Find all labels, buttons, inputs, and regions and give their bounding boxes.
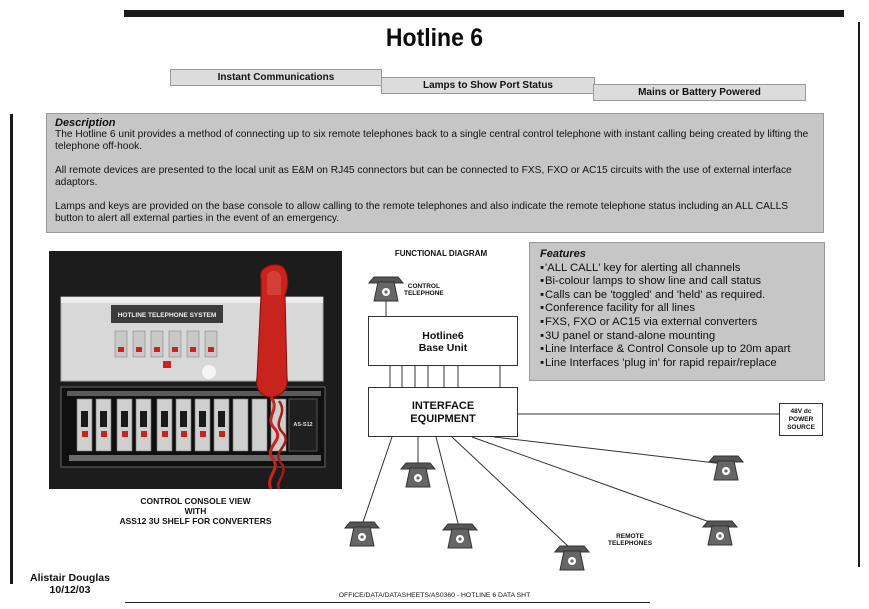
tag-lamps-port-status: Lamps to Show Port Status	[381, 77, 595, 94]
feature-item: ▪ 3U panel or stand-alone mounting	[540, 330, 816, 344]
base-unit-line-2: Base Unit	[418, 342, 468, 354]
diagram-heading: FUNCTIONAL DIAGRAM	[394, 249, 488, 258]
photo-caption-line-1: CONTROL CONSOLE VIEW	[140, 496, 251, 506]
remote-telephone-icon	[709, 456, 743, 480]
panel-label: HOTLINE TELEPHONE SYSTEM	[117, 312, 217, 319]
remote-label-line-2: TELEPHONES	[607, 540, 653, 547]
features-heading: Features	[540, 248, 586, 260]
feature-item: ▪ 'ALL CALL' key for alerting all channels	[540, 262, 816, 276]
feature-item: ▪ Calls can be 'toggled' and 'held' as required.	[540, 289, 816, 303]
remote-telephone-icon	[703, 521, 737, 545]
feature-item: ▪ Conference facility for all lines	[540, 302, 816, 316]
control-telephone-icon	[369, 277, 403, 301]
description-heading: Description	[55, 117, 116, 129]
photo-caption-line-2: WITH	[184, 506, 207, 516]
description-paragraph-3: Lamps and keys are provided on the base console to allow calling to the remote telephones and also indicate the remote telephone status including an ALL CALLS button to alert all external parties in the event of an emergency.	[55, 201, 789, 224]
remote-telephone-icon	[443, 524, 477, 548]
remote-telephone-icon	[401, 463, 435, 487]
feature-item: ▪ Bi-colour lamps to show line and call status	[540, 275, 816, 289]
power-line-2: POWER	[788, 416, 814, 423]
photo-caption-line-3: ASS12 3U SHELF FOR CONVERTERS	[119, 516, 272, 526]
power-source-box	[779, 403, 823, 436]
interface-line-2: EQUIPMENT	[410, 413, 476, 425]
interface-equipment-box	[368, 387, 518, 437]
base-unit-box	[368, 316, 518, 366]
page-title: Hotline 6	[385, 24, 484, 52]
remote-telephone-icon	[555, 546, 589, 570]
power-line-3: SOURCE	[787, 424, 815, 431]
power-line-1: 48V dc	[790, 408, 812, 415]
tag-instant-communications: Instant Communications	[170, 69, 382, 86]
tag-mains-battery: Mains or Battery Powered	[593, 84, 806, 101]
feature-item: ▪ FXS, FXO or AC15 via external converters	[540, 316, 816, 330]
feature-item: ▪ Line Interfaces 'plug in' for rapid repair/replace	[540, 357, 816, 371]
control-telephone-label	[404, 283, 444, 297]
control-telephone-label-line-2: TELEPHONE	[404, 290, 444, 297]
author-date: 10/12/03	[49, 584, 91, 596]
remote-telephones-label	[600, 533, 660, 547]
base-unit-line-1: Hotline6	[422, 330, 464, 342]
remote-label-line-1: REMOTE	[616, 533, 644, 540]
control-telephone-label-line-1: CONTROL	[407, 283, 440, 290]
interface-line-1: INTERFACE	[411, 400, 475, 412]
remote-telephone-icon	[345, 522, 379, 546]
description-paragraph-1: The Hotline 6 unit provides a method of connecting up to six remote telephones back to a single central control telephone with instant calling being created by lifting the telephone off-hook.	[55, 129, 809, 152]
description-paragraph-2: All remote devices are presented to the local unit as E&M on RJ45 connectors but can be connected to FXS, FXO or AC15 circuits with the use of external interface adaptors.	[55, 165, 792, 188]
footer-path: OFFICE/DATA/DATASHEETS/AS0360 - HOTLINE 6 DATA SHT	[338, 592, 531, 599]
feature-item: ▪ Line Interface & Control Console up to 20m apart	[540, 343, 816, 357]
author-name: Alistair Douglas	[30, 572, 110, 584]
shelf-label: AS-S12	[293, 422, 313, 428]
